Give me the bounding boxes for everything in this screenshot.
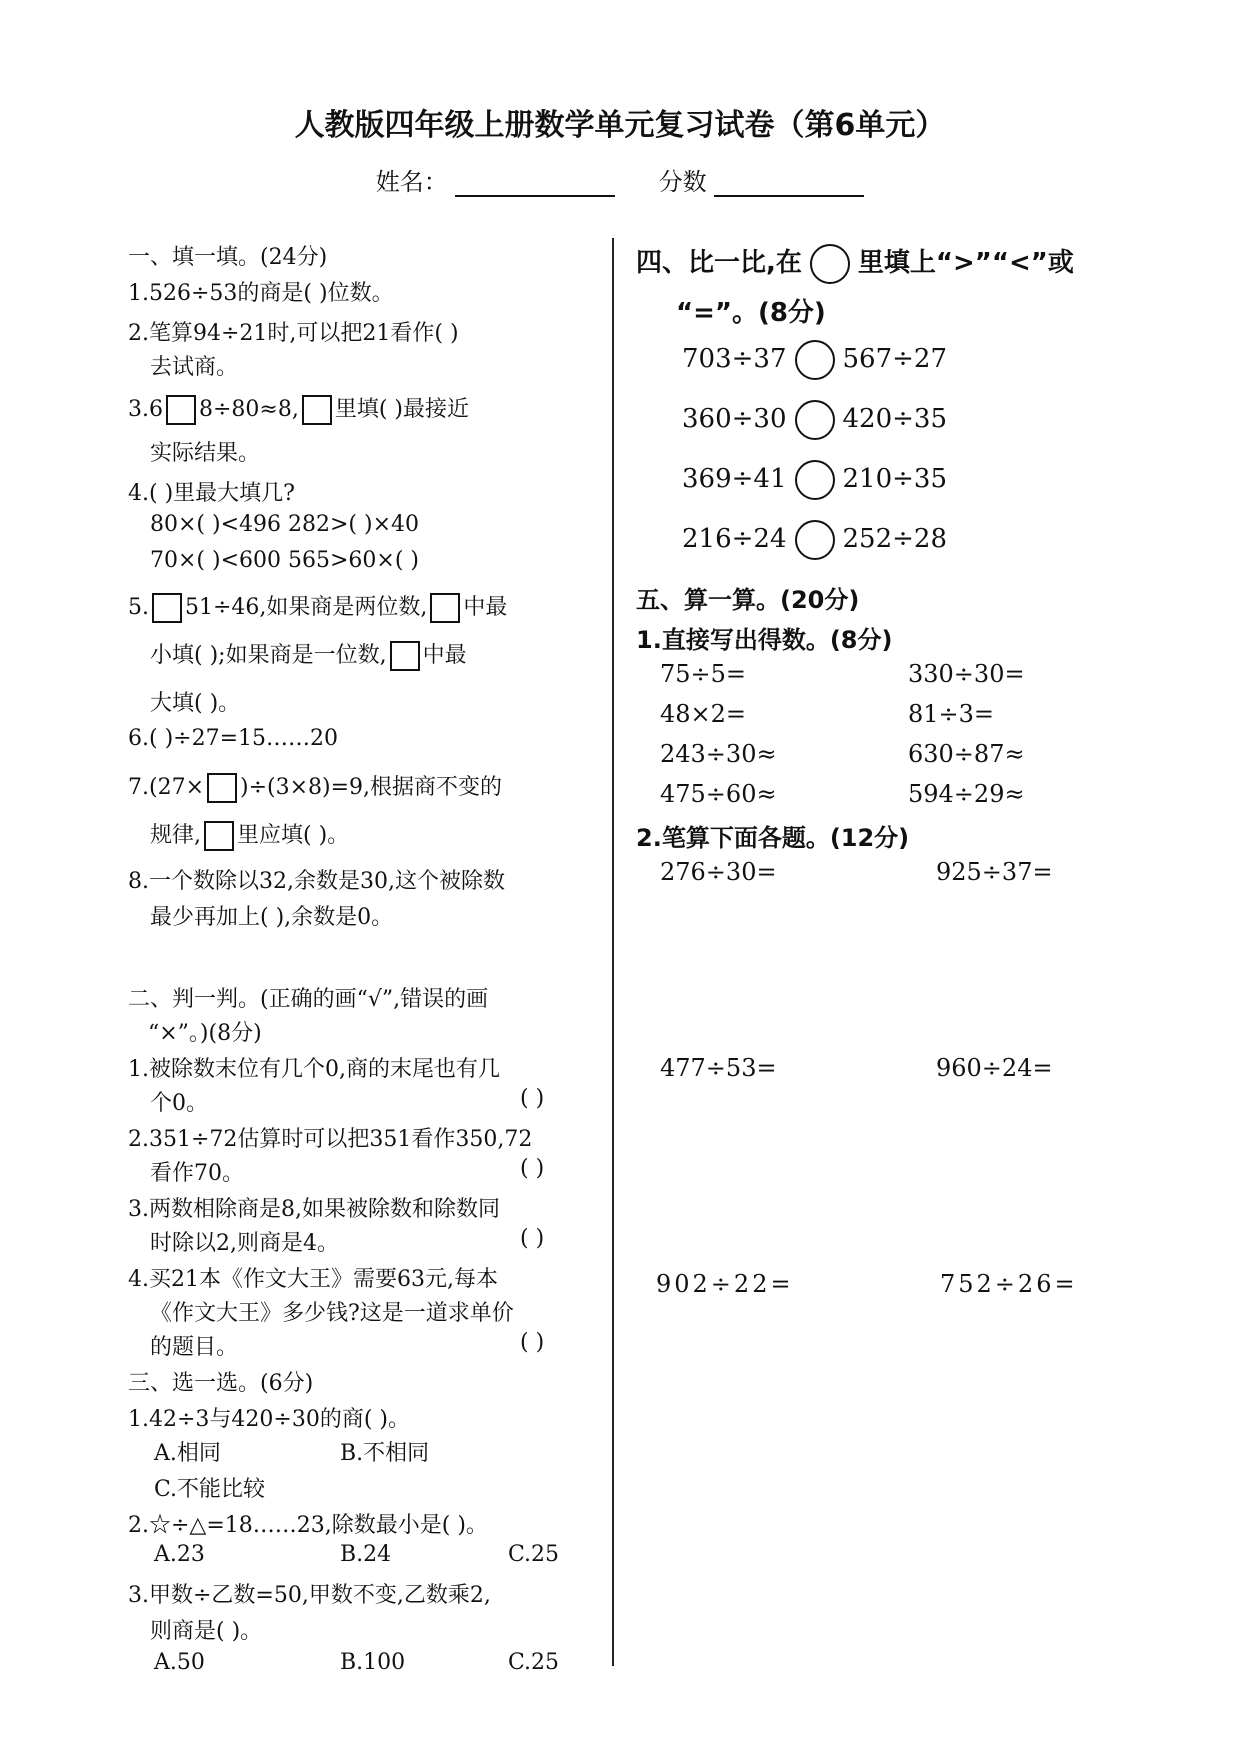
s5-sub2-heading: 2.笔算下面各题。(12分) <box>636 824 910 852</box>
s1-q3-line1 <box>128 392 469 425</box>
s4-right-expr: 210÷35 <box>842 464 947 494</box>
s4-heading-part1: 四、比一比,在 <box>636 248 802 278</box>
s5-sub1-heading: 1.直接写出得数。(8分) <box>636 626 893 654</box>
answer-box[interactable] <box>152 593 182 623</box>
answer-box[interactable] <box>204 821 234 851</box>
written-calc-item: 752÷26= <box>940 1270 1078 1298</box>
section1-heading: 一、填一填。(24分) <box>128 245 328 270</box>
s1-q2-line1: 2.笔算94÷21时,可以把21看作( ) <box>128 321 459 346</box>
s3-q3-option-a[interactable]: A.50 <box>154 1650 205 1675</box>
answer-box[interactable] <box>166 395 196 425</box>
s4-left-expr: 703÷37 <box>682 344 787 374</box>
compare-circle[interactable] <box>795 460 835 500</box>
s4-heading-part2: 里填上“>”“<”或 <box>857 248 1074 278</box>
s3-q3-line1: 3.甲数÷乙数=50,甲数不变,乙数乘2, <box>128 1583 491 1608</box>
s1-q5-part1: 5. <box>128 595 149 620</box>
column-divider <box>612 238 614 1666</box>
section2-heading-line2: “×”。)(8分) <box>148 1021 262 1046</box>
s1-q4: 4.( )里最大填几? <box>128 481 295 506</box>
s1-q7-part2: )÷(3×8)=9,根据商不变的 <box>240 775 503 800</box>
s4-left-expr: 369÷41 <box>682 464 787 494</box>
compare-circle[interactable] <box>795 400 835 440</box>
written-calc-item: 960÷24= <box>936 1054 1053 1082</box>
section2-heading-line1: 二、判一判。(正确的画“√”,错误的画 <box>128 987 489 1012</box>
s3-q1-option-a[interactable]: A.相同 <box>154 1441 221 1466</box>
written-calc-item: 276÷30= <box>660 858 777 886</box>
answer-box[interactable] <box>390 641 420 671</box>
s2-q2-line1: 2.351÷72估算时可以把351看作350,72 <box>128 1127 533 1152</box>
s1-q7-line1 <box>128 770 502 803</box>
name-blank[interactable] <box>455 171 615 197</box>
s4-right-expr: 567÷27 <box>842 344 947 374</box>
section5-heading: 五、算一算。(20分) <box>636 586 860 614</box>
s3-q2-option-a[interactable]: A.23 <box>154 1542 205 1567</box>
s1-q4-row2: 70×( )<600 565>60×( ) <box>150 548 420 573</box>
s1-q5-part4: 小填( );如果商是一位数, <box>150 643 387 668</box>
s2-q4-line1: 4.买21本《作文大王》需要63元,每本 <box>128 1267 498 1292</box>
s1-q7-line2 <box>150 818 349 851</box>
compare-circle[interactable] <box>795 520 835 560</box>
direct-calc-item: 630÷87≈ <box>908 740 1025 768</box>
s4-right-expr: 252÷28 <box>842 524 947 554</box>
s1-q3-part1: 3.6 <box>128 397 163 422</box>
s1-q3-part2: 8÷80≈8, <box>199 397 299 422</box>
s3-q1-option-b[interactable]: B.不相同 <box>340 1441 430 1466</box>
s3-q2-option-c[interactable]: C.25 <box>508 1542 560 1567</box>
s2-q2-answer[interactable]: ( ) <box>520 1156 545 1181</box>
written-calc-item: 477÷53= <box>660 1054 777 1082</box>
answer-box[interactable] <box>207 773 237 803</box>
s4-row <box>682 400 947 440</box>
s4-left-expr: 360÷30 <box>682 404 787 434</box>
s2-q2-line2: 看作70。 <box>150 1161 244 1186</box>
score-label: 分数 <box>658 168 707 196</box>
s2-q4-line2: 《作文大王》多少钱?这是一道求单价 <box>150 1301 514 1326</box>
s1-q5-part5: 中最 <box>422 643 467 668</box>
s4-row <box>682 460 947 500</box>
s1-q2-line2: 去试商。 <box>150 355 239 380</box>
s1-q3-part3: 里填( )最接近 <box>334 397 470 422</box>
s2-q3-line2: 时除以2,则商是4。 <box>150 1231 339 1256</box>
direct-calc-item: 330÷30= <box>908 660 1025 688</box>
section3-heading: 三、选一选。(6分) <box>128 1371 314 1396</box>
name-score-row <box>0 162 1240 197</box>
s1-q8-line2: 最少再加上( ),余数是0。 <box>150 905 394 930</box>
s3-q2: 2.☆÷△=18……23,除数最小是( )。 <box>128 1513 488 1538</box>
s2-q1-line1: 1.被除数末位有几个0,商的末尾也有几 <box>128 1057 500 1082</box>
s3-q3-line2: 则商是( )。 <box>150 1619 263 1644</box>
s1-q5-line3: 大填( )。 <box>150 691 241 716</box>
s4-row <box>682 520 947 560</box>
s3-q2-option-b[interactable]: B.24 <box>340 1542 392 1567</box>
written-calc-item: 902÷22= <box>656 1270 794 1298</box>
name-label: 姓名： <box>375 168 448 196</box>
direct-calc-item: 243÷30≈ <box>660 740 777 768</box>
s2-q4-line3: 的题目。 <box>150 1335 239 1360</box>
s2-q1-answer[interactable]: ( ) <box>520 1086 545 1111</box>
direct-calc-item: 475÷60≈ <box>660 780 777 808</box>
direct-calc-item: 48×2= <box>660 700 747 728</box>
s1-q5-part3: 中最 <box>463 595 508 620</box>
page-title: 人教版四年级上册数学单元复习试卷（第6单元） <box>294 108 946 143</box>
section4-heading-line2: “=”。(8分) <box>676 298 826 328</box>
circle-icon <box>810 244 850 284</box>
s3-q3-option-b[interactable]: B.100 <box>340 1650 406 1675</box>
s4-right-expr: 420÷35 <box>842 404 947 434</box>
compare-circle[interactable] <box>795 340 835 380</box>
score-blank[interactable] <box>714 171 864 197</box>
s1-q7-part1: 7.(27× <box>128 775 205 800</box>
s2-q3-line1: 3.两数相除商是8,如果被除数和除数同 <box>128 1197 500 1222</box>
s1-q7-part4: 里应填( )。 <box>237 823 350 848</box>
section4-heading-line1 <box>636 242 1074 284</box>
s1-q7-part3: 规律, <box>150 823 201 848</box>
s2-q3-answer[interactable]: ( ) <box>520 1226 545 1251</box>
s1-q5-line2 <box>150 638 467 671</box>
s1-q6: 6.( )÷27=15……20 <box>128 726 338 751</box>
s3-q1-option-c[interactable]: C.不能比较 <box>154 1477 266 1502</box>
s1-q5-line1 <box>128 590 507 623</box>
s3-q1: 1.42÷3与420÷30的商( )。 <box>128 1407 410 1432</box>
s1-q4-row1: 80×( )<496 282>( )×40 <box>150 512 420 537</box>
s1-q5-part2: 51÷46,如果商是两位数, <box>185 595 428 620</box>
s2-q4-answer[interactable]: ( ) <box>520 1330 545 1355</box>
s4-row <box>682 340 947 380</box>
s1-q1: 1.526÷53的商是( )位数。 <box>128 281 394 306</box>
direct-calc-item: 75÷5= <box>660 660 747 688</box>
direct-calc-item: 81÷3= <box>908 700 995 728</box>
answer-box[interactable] <box>430 593 460 623</box>
direct-calc-item: 594÷29≈ <box>908 780 1025 808</box>
s4-left-expr: 216÷24 <box>682 524 787 554</box>
written-calc-item: 925÷37= <box>936 858 1053 886</box>
s1-q3-line2: 实际结果。 <box>150 441 261 466</box>
s2-q1-line2: 个0。 <box>150 1091 208 1116</box>
s1-q8-line1: 8.一个数除以32,余数是30,这个被除数 <box>128 869 505 894</box>
s3-q3-option-c[interactable]: C.25 <box>508 1650 560 1675</box>
answer-box[interactable] <box>302 395 332 425</box>
